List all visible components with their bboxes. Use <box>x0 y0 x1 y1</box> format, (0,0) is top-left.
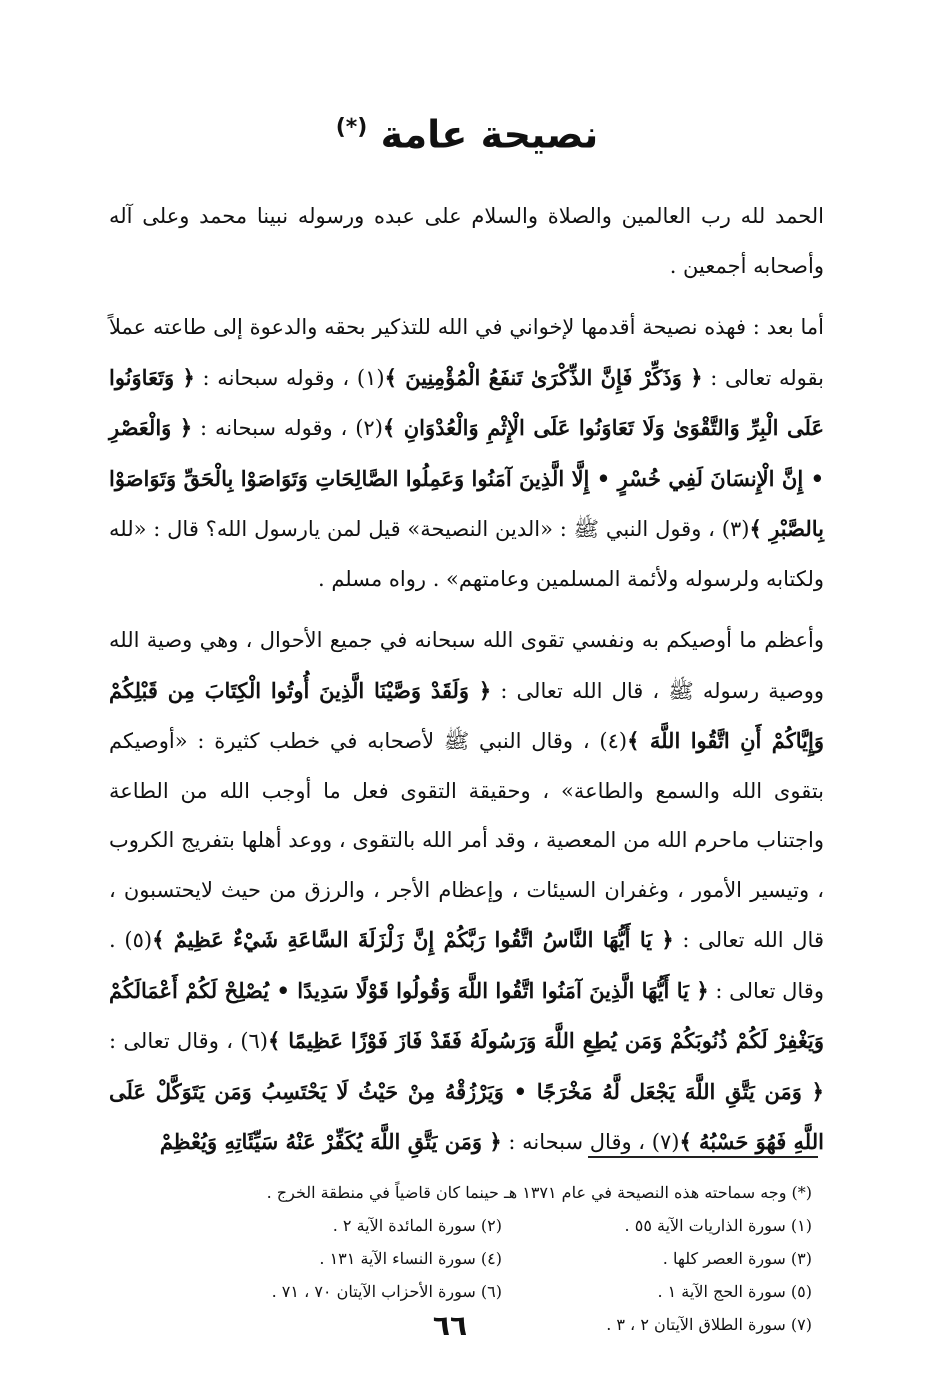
text-span: أما بعد : فهذه نصيحة أقدمها لإخواني في الله للتذكير بحقه والدعوة إلى طاعته عملاً بقوله تعالى : <box>109 315 824 390</box>
footnote-row <box>192 1242 812 1275</box>
text-span: (٧) ، وقال سبحانه : <box>501 1130 680 1154</box>
footnote-item: (٧) سورة الطلاق الآيتان ٢ ، ٣ . <box>606 1315 812 1334</box>
quran-verse: ﴿ وَمَن يَتَّقِ اللَّهَ يَجْعَل لَّهُ مَخْرَجًا • وَيَرْزُقْهُ مِنْ حَيْثُ لَا يَحْتَسِبُ وَمَن يَتَوَكَّلْ عَلَى اللَّهِ فَهُوَ حَسْبُهُ ﴾ <box>109 1078 824 1154</box>
quran-verse: ﴿ وَذَكِّرْ فَإِنَّ الذِّكْرَىٰ تَنفَعُ الْمُؤْمِنِينَ ﴾ <box>384 364 703 390</box>
footnote-main: (*) وجه سماحته هذه النصيحة في عام ١٣٧١ هـ حينما كان قاضياً في منطقة الخرج . <box>266 1183 812 1202</box>
quran-verse: ﴿ وَتَعَاوَنُوا عَلَى الْبِرِّ وَالتَّقْوَىٰ وَلَا تَعَاوَنُوا عَلَى الْإِثْمِ وَالْعُدْوَانِ ﴾ <box>109 364 824 440</box>
quran-verse: ﴿ يَا أَيُّهَا الَّذِينَ آمَنُوا اتَّقُوا اللَّهَ وَقُولُوا قَوْلًا سَدِيدًا • يُصْلِحْ لَكُمْ أَعْمَالَكُمْ وَيَغْفِرْ لَكُمْ ذُنُوبَكُمْ وَمَن يُطِعِ اللَّهَ وَرَسُولَهُ فَقَدْ فَازَ فَوْزًا عَظِيمًا ﴾ <box>109 977 824 1053</box>
footnote-item: (٤) سورة النساء الآية ١٣١ . <box>319 1249 502 1268</box>
paragraph-taqwa <box>109 616 824 1168</box>
footnote-item: (٦) سورة الأحزاب الآيتان ٧٠ ، ٧١ . <box>271 1282 502 1301</box>
title-footnote-marker: (*) <box>335 115 368 140</box>
footnote-row <box>192 1209 812 1242</box>
paragraph-advice-intro <box>109 303 824 604</box>
page-title-text: نصيحة عامة <box>380 112 599 157</box>
quran-verse: ﴿ يَا أَيُّهَا النَّاسُ اتَّقُوا رَبَّكُمْ إِنَّ زَلْزَلَةَ السَّاعَةِ شَيْءٌ عَظِيمٌ ﴾ <box>152 927 674 952</box>
footnote-item: (٣) سورة العصر كلها . <box>662 1249 812 1268</box>
text-span: (١) ، وقوله سبحانه : <box>194 365 385 390</box>
quran-verse: ﴿ وَمَن يَتَّقِ اللَّهَ يُكَفِّرْ عَنْهُ سَيِّئَاتِهِ وَيُعْظِمْ <box>159 1129 502 1154</box>
text-span: (٥) . وقال تعالى : <box>109 928 824 1003</box>
body-text <box>109 192 824 1168</box>
quran-verse: ﴿ وَلَقَدْ وَصَّيْنَا الَّذِينَ أُوتُوا الْكِتَابَ مِن قَبْلِكُمْ وَإِيَّاكُمْ أَنِ اتَّقُوا اللَّهَ ﴾ <box>109 677 824 753</box>
text-span: (٣) ، وقول النبي ﷺ : «الدين النصيحة» قيل لمن يارسول الله؟ قال : «لله ولكتابه ولرسوله ولأئمة المسلمين وعامتهم» . رواه مسلم . <box>109 517 824 591</box>
footnote-item: (٥) سورة الحج الآية ١ . <box>657 1282 812 1301</box>
footnote-row <box>192 1275 812 1308</box>
text-span: (٢) ، وقوله سبحانه : <box>192 416 383 440</box>
footnote-item: (١) سورة الذاريات الآية ٥٥ . <box>624 1216 812 1235</box>
footnote-item: (٢) سورة المائدة الآية ٢ . <box>332 1216 502 1235</box>
text-span: (٦) ، وقال تعالى : <box>109 1029 268 1053</box>
paragraph-opening: الحمد لله رب العالمين والصلاة والسلام على عبده ورسوله نبينا محمد وعلى آله وأصحابه أجمعين . <box>109 204 824 278</box>
quran-verse: ﴿ وَالْعَصْرِ • إِنَّ الْإِنسَانَ لَفِي خُسْرٍ • إِلَّا الَّذِينَ آمَنُوا وَعَمِلُوا الصَّالِحَاتِ وَتَوَاصَوْا بِالْحَقِّ وَتَوَاصَوْا بِالصَّبْرِ ﴾ <box>109 415 825 541</box>
page-title <box>0 100 934 163</box>
text-span: (٤) ، وقال النبي ﷺ لأصحابه في خطب كثيرة : «أوصيكم بتقوى الله والسمع والطاعة» ، وحقيقة التقوى فعل ما أوجب الله من الطاعة واجتناب ماحرم الله من المعصية ، وقد أمر الله بالتقوى ، ووعد أهلها بتفريج الكروب ، وتيسير الأمور ، وغفران السيئات ، وإعظام الأجر ، والرزق من حيث لايحتسبون ، قال الله تعالى : <box>109 729 824 952</box>
page-number: ٦٦ <box>432 1309 468 1342</box>
text-span: وأعظم ما أوصيكم به ونفسي تقوى الله سبحانه في جميع الأحوال ، وهي وصية الله ووصية رسوله ﷺ ، قال الله تعالى : <box>109 628 824 703</box>
footnote-divider <box>588 1156 818 1158</box>
